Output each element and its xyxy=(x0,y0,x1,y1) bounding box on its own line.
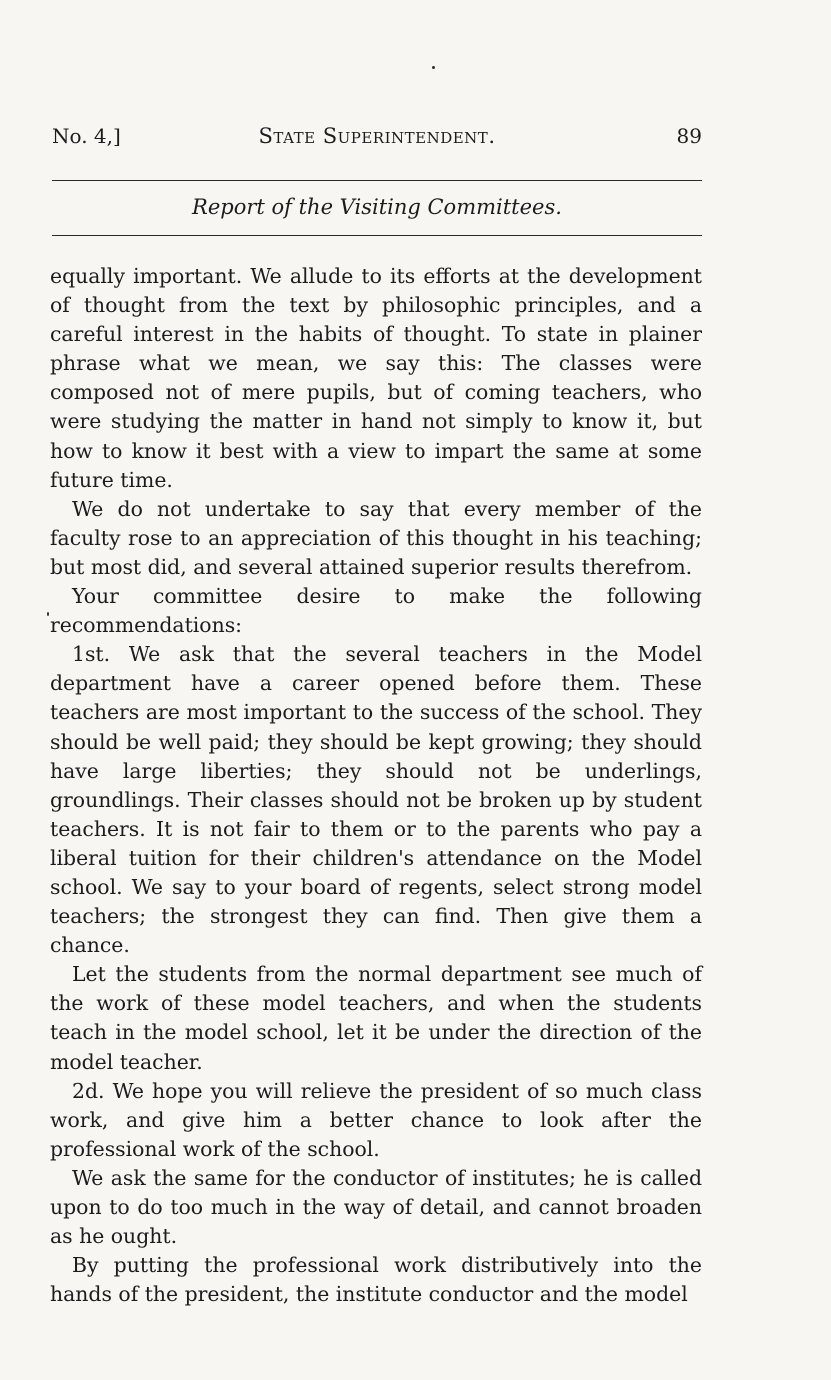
running-head xyxy=(52,124,702,154)
header-rule-bottom xyxy=(52,235,702,236)
print-speck xyxy=(47,612,49,616)
section-title: Report of the Visiting Committees. xyxy=(192,195,562,219)
paragraph: We do not undertake to say that every member of the faculty rose to an appreciation of this thought in his teaching; but most did, and several attained superior results therefrom. xyxy=(50,496,702,579)
paragraph: Let the students from the normal department see much of the work of these model teachers, and when the students teach in the model school, let it be under the direction of the model teacher. xyxy=(50,962,702,1074)
document-number: No. 4,] xyxy=(52,124,121,148)
running-title: State Superintendent. xyxy=(258,124,496,148)
page-number: 89 xyxy=(676,124,702,148)
paragraph: We ask the same for the conductor of institutes; he is called upon to do too much in the way of detail, and cannot broaden as he ought. xyxy=(50,1165,702,1249)
paragraph: equally important. We allude to its efforts at the development of thought from the text by philosophic principles, and a careful interest in the habits of thought. To state in plainer phrase what we mean, we say this: The classes were composed not of mere pupils, but of coming teachers, who were studying the matter in hand not simply to know it, but how to know it best with a view to impart the same at some future time. xyxy=(50,264,702,492)
paragraph: Your committee desire to make the following recommendations: xyxy=(50,584,702,638)
body-text xyxy=(50,262,702,1309)
header-rule-top xyxy=(52,180,702,181)
print-speck xyxy=(432,66,435,69)
paragraph: By putting the professional work distributively into the hands of the president, the institute conductor and the model xyxy=(50,1253,702,1307)
paragraph: 1st. We ask that the several teachers in the Model department have a career opened before them. These teachers are most important to the success of the school. They should be well paid; they should be kept growing; they should have large liberties; they should not be underlings, groundlings. Their classes should not be broken up by student teachers. It is not fair to them or to the parents who pay a liberal tuition for their children's attendance on the Model school. We say to your board of regents, select strong model teachers; the strongest they can find. Then give them a chance. xyxy=(50,642,702,958)
paragraph: 2d. We hope you will relieve the president of so much class work, and give him a better chance to look after the professional work of the school. xyxy=(50,1078,702,1161)
